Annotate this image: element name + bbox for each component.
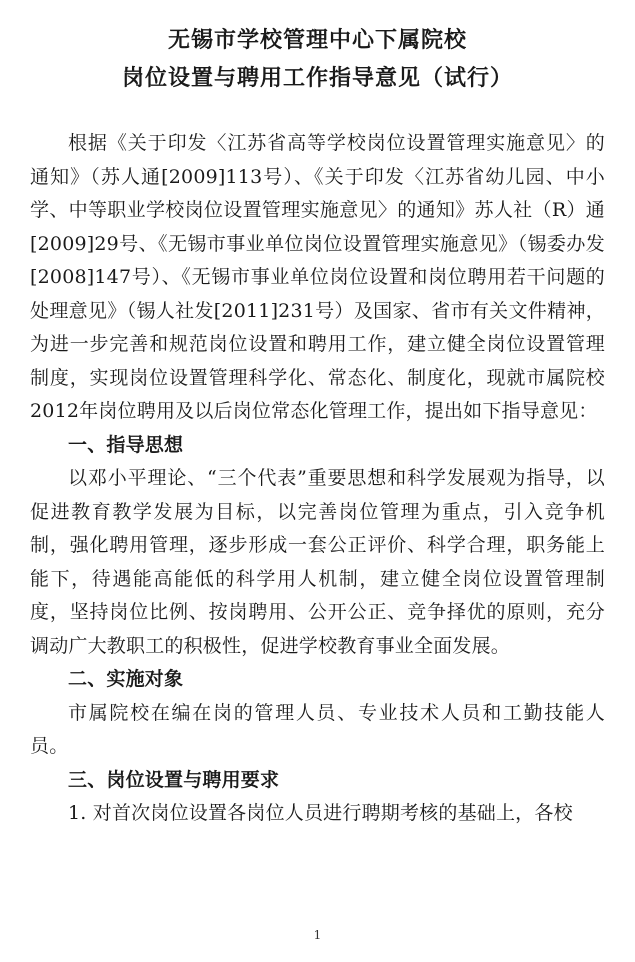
section-1-heading: 一、指导思想 xyxy=(68,433,184,456)
section-2-paragraph: 市属院校在编在岗的管理人员、专业技术人员和工勤技能人员。 xyxy=(30,701,605,757)
page-number: 1 xyxy=(313,928,322,942)
section-3-item-1: 1. 对首次岗位设置各岗位人员进行聘期考核的基础上，各校 xyxy=(68,802,573,824)
section-2-heading: 二、实施对象 xyxy=(68,668,184,690)
intro-paragraph: 根据《关于印发〈江苏省高等学校岗位设置管理实施意见〉的通知》（苏人通[2009]113号）、《关于印发〈江苏省幼儿园、中小学、中等职业学校岗位设置管理实施意见〉的通知》苏人社（R）通[2009]29号、《无锡市事业单位岗位设置管理实施意见》（锡委办发[2008]147号）、《无锡市事业单位岗位设置和岗位聘用若干问题的处理意见》（锡人社发[2011]231号）及国家、省市有关文件精神，为进一步完善和规范岗位设置和聘用工作，建立健全岗位设置管理制度，实现岗位设置管理科学化、常态化、制度化，现就市属院校2012年岗位聘用及以后岗位常态化管理工作，提出如下指导意见： xyxy=(30,132,605,422)
document-title xyxy=(0,22,635,98)
section-3-heading: 三、岗位设置与聘用要求 xyxy=(68,768,280,791)
title-line-1: 无锡市学校管理中心下属院校 xyxy=(167,28,467,53)
title-line-2: 岗位设置与聘用工作指导意见（试行） xyxy=(121,66,513,91)
document-body xyxy=(30,127,605,831)
section-1-paragraph: 以邓小平理论、“三个代表”重要思想和科学发展观为指导，以促进教育教学发展为目标，以完善岗位管理为重点，引入竞争机制，强化聘用管理，逐步形成一套公正评价、科学合理，职务能上能下，待遇能高能低的科学用人机制，建立健全岗位设置管理制度，坚持岗位比例、按岗聘用、公开公正、竞争择优的原则，充分调动广大教职工的积极性，促进学校教育事业全面发展。 xyxy=(30,467,605,657)
